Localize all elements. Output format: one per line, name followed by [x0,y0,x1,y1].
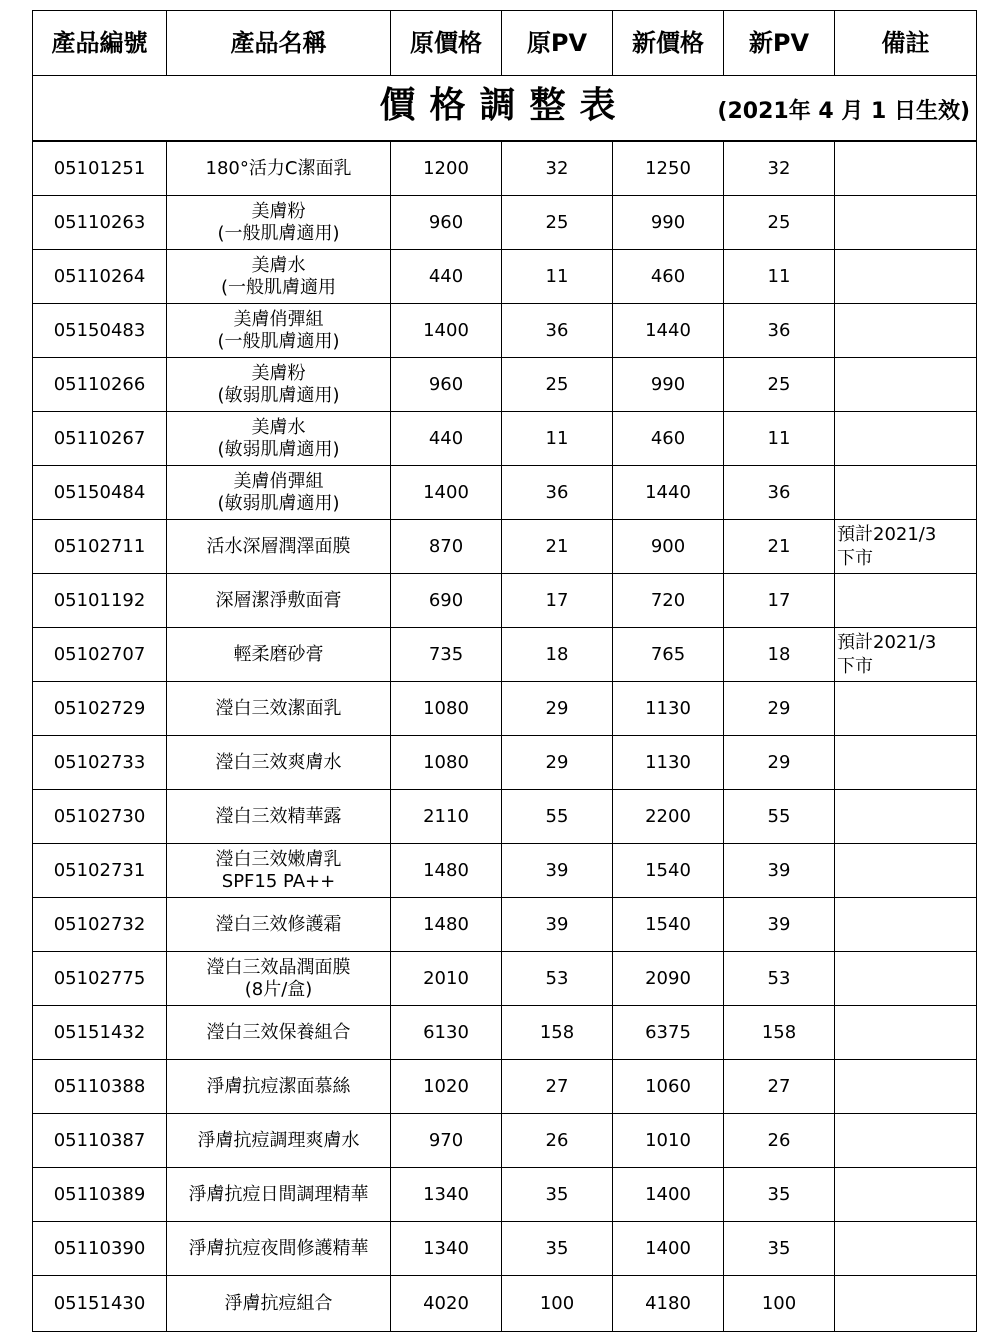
product-name-line: SPF15 PA++ [221,870,336,892]
product-code: 05110266 [33,358,167,412]
table-row [33,1060,977,1114]
product-name-line: (一般肌膚適用) [217,330,340,352]
remarks [835,250,977,304]
remarks-header: 備註 [835,11,977,76]
new-price: 765 [613,628,724,682]
product-name [167,1168,391,1222]
product-name-line: 瀅白三效潔面乳 [215,697,342,719]
product-name-line: 瀅白三效晶潤面膜 [206,956,351,978]
new-pv: 35 [724,1168,835,1222]
old-price: 440 [391,412,502,466]
remarks [835,628,977,682]
table-row [33,952,977,1006]
product-name [167,1276,391,1332]
remarks [835,412,977,466]
old-pv: 53 [502,952,613,1006]
new-pv: 27 [724,1060,835,1114]
product-name-line: 美膚水 [251,416,306,438]
product-name [167,628,391,682]
product-code: 05110387 [33,1114,167,1168]
new-pv: 11 [724,250,835,304]
product-name [167,952,391,1006]
new-pv: 39 [724,844,835,898]
remarks-line: 預計2021/3 [837,631,937,653]
new-price: 460 [613,412,724,466]
product-name [167,844,391,898]
product-code: 05102731 [33,844,167,898]
product-code: 05102733 [33,736,167,790]
table-row [33,250,977,304]
product-name [167,1222,391,1276]
product-code: 05110267 [33,412,167,466]
remarks [835,1060,977,1114]
product-name-line: 美膚粉 [251,362,306,384]
product-name-line: 活水深層潤澤面膜 [206,535,351,557]
product-code: 05102711 [33,520,167,574]
product-name-line: 瀅白三效修護霜 [215,913,342,935]
product-name-line: 瀅白三效精華露 [215,805,342,827]
product-code: 05110390 [33,1222,167,1276]
new-pv: 36 [724,304,835,358]
old-price: 1020 [391,1060,502,1114]
new-pv: 25 [724,196,835,250]
table-row [33,196,977,250]
product-name [167,790,391,844]
product-code-header: 產品編號 [33,11,167,76]
old-price: 440 [391,250,502,304]
remarks [835,1168,977,1222]
old-price: 690 [391,574,502,628]
product-code: 05151432 [33,1006,167,1060]
product-code: 05151430 [33,1276,167,1332]
old-price: 6130 [391,1006,502,1060]
old-pv: 39 [502,898,613,952]
product-name-line: (敏弱肌膚適用) [217,438,340,460]
effective-date: (2021年 4 月 1 日生效) [717,99,970,124]
new-price: 1130 [613,736,724,790]
new-price: 1250 [613,141,724,196]
new-pv: 158 [724,1006,835,1060]
new-pv: 36 [724,466,835,520]
table-row [33,466,977,520]
old-pv: 35 [502,1222,613,1276]
new-price: 460 [613,250,724,304]
new-pv: 32 [724,141,835,196]
old-price: 1400 [391,304,502,358]
new-pv: 39 [724,898,835,952]
product-name-line: 瀅白三效嫩膚乳 [215,848,342,870]
new-pv: 35 [724,1222,835,1276]
new-price: 1400 [613,1222,724,1276]
product-name-line: 深層潔淨敷面膏 [215,589,342,611]
new-pv: 18 [724,628,835,682]
product-code: 05102707 [33,628,167,682]
old-price: 1480 [391,898,502,952]
table-title: 價格調整表 [379,85,630,126]
remarks [835,1276,977,1332]
table-row [33,682,977,736]
header-row [33,11,977,76]
remarks-line: 下市 [837,547,873,569]
product-name [167,574,391,628]
price-table [32,10,977,1332]
product-name-line: (一般肌膚適用 [220,276,337,298]
remarks [835,1114,977,1168]
remarks [835,574,977,628]
new-price: 990 [613,196,724,250]
old-price: 870 [391,520,502,574]
product-code: 05102729 [33,682,167,736]
product-code: 05110263 [33,196,167,250]
product-name [167,466,391,520]
new-pv: 26 [724,1114,835,1168]
old-pv: 21 [502,520,613,574]
product-code: 05110389 [33,1168,167,1222]
remarks [835,952,977,1006]
product-name-line: (一般肌膚適用) [217,222,340,244]
new-pv: 29 [724,682,835,736]
table-row [33,1114,977,1168]
old-pv: 36 [502,466,613,520]
old-pv: 32 [502,141,613,196]
product-name [167,1060,391,1114]
product-name-header: 產品名稱 [167,11,391,76]
table-row [33,141,977,196]
product-name [167,250,391,304]
old-pv: 11 [502,250,613,304]
product-code: 05110264 [33,250,167,304]
old-pv: 25 [502,358,613,412]
new-price: 1440 [613,304,724,358]
remarks [835,844,977,898]
product-name [167,682,391,736]
product-name-line: 淨膚抗痘組合 [224,1292,333,1314]
old-price-header: 原價格 [391,11,502,76]
product-code: 05150484 [33,466,167,520]
new-price: 1400 [613,1168,724,1222]
new-price: 6375 [613,1006,724,1060]
old-price: 1080 [391,736,502,790]
new-price: 1010 [613,1114,724,1168]
remarks [835,196,977,250]
new-pv: 11 [724,412,835,466]
old-price: 1080 [391,682,502,736]
old-pv: 100 [502,1276,613,1332]
new-price: 4180 [613,1276,724,1332]
remarks [835,898,977,952]
product-name [167,898,391,952]
table-row [33,574,977,628]
product-code: 05102730 [33,790,167,844]
product-name-line: 淨膚抗痘潔面慕絲 [206,1075,351,1097]
old-price: 735 [391,628,502,682]
remarks [835,520,977,574]
product-code: 05150483 [33,304,167,358]
new-price: 720 [613,574,724,628]
price-adjustment-sheet [32,10,976,1332]
old-pv: 39 [502,844,613,898]
new-pv: 29 [724,736,835,790]
old-price: 960 [391,196,502,250]
new-pv: 55 [724,790,835,844]
product-name-line: 美膚粉 [251,200,306,222]
product-name-line: 瀅白三效保養組合 [206,1021,351,1043]
remarks [835,790,977,844]
old-price: 1400 [391,466,502,520]
product-name-line: 淨膚抗痘調理爽膚水 [197,1129,360,1151]
old-price: 1480 [391,844,502,898]
remarks [835,358,977,412]
table-row [33,628,977,682]
old-pv: 11 [502,412,613,466]
old-price: 4020 [391,1276,502,1332]
table-row [33,898,977,952]
product-name-line: 美膚俏彈組 [233,308,324,330]
new-pv: 25 [724,358,835,412]
new-price: 990 [613,358,724,412]
remarks [835,1222,977,1276]
new-pv-header: 新PV [724,11,835,76]
product-name [167,1006,391,1060]
table-row [33,304,977,358]
table-row [33,736,977,790]
new-price: 2200 [613,790,724,844]
table-row [33,1168,977,1222]
table-row [33,790,977,844]
title-cell [33,76,977,142]
product-name-line: 淨膚抗痘日間調理精華 [188,1183,369,1205]
remarks [835,141,977,196]
remarks [835,304,977,358]
new-price: 1540 [613,844,724,898]
product-name [167,141,391,196]
old-price: 2010 [391,952,502,1006]
new-pv: 53 [724,952,835,1006]
new-pv: 100 [724,1276,835,1332]
product-code: 05102775 [33,952,167,1006]
old-pv: 27 [502,1060,613,1114]
product-name [167,520,391,574]
table-row [33,844,977,898]
old-pv-header: 原PV [502,11,613,76]
product-code: 05101192 [33,574,167,628]
old-pv: 17 [502,574,613,628]
old-price: 1340 [391,1168,502,1222]
old-price: 960 [391,358,502,412]
new-price: 1540 [613,898,724,952]
old-pv: 18 [502,628,613,682]
product-name-line: (敏弱肌膚適用) [217,384,340,406]
remarks [835,736,977,790]
product-name [167,196,391,250]
old-pv: 55 [502,790,613,844]
product-code: 05110388 [33,1060,167,1114]
new-pv: 21 [724,520,835,574]
old-price: 1200 [391,141,502,196]
table-row [33,1222,977,1276]
table-row [33,520,977,574]
product-name-line: 淨膚抗痘夜間修護精華 [188,1237,369,1259]
product-name [167,412,391,466]
old-pv: 25 [502,196,613,250]
product-name [167,736,391,790]
new-price: 1130 [613,682,724,736]
product-name-line: (敏弱肌膚適用) [217,492,340,514]
remarks-line: 下市 [837,655,873,677]
product-name-line: 180°活力C潔面乳 [205,157,352,179]
remarks-line: 預計2021/3 [837,523,937,545]
old-price: 1340 [391,1222,502,1276]
product-name-line: 瀅白三效爽膚水 [215,751,342,773]
old-pv: 29 [502,736,613,790]
product-code: 05101251 [33,141,167,196]
new-price: 1440 [613,466,724,520]
new-price: 900 [613,520,724,574]
old-pv: 29 [502,682,613,736]
table-row [33,358,977,412]
product-name-line: 美膚俏彈組 [233,470,324,492]
product-name [167,358,391,412]
table-row [33,412,977,466]
product-code: 05102732 [33,898,167,952]
new-price: 2090 [613,952,724,1006]
new-price: 1060 [613,1060,724,1114]
product-name [167,1114,391,1168]
product-name-line: 輕柔磨砂膏 [233,643,324,665]
product-name-line: (8片/盒) [244,978,313,1000]
product-name [167,304,391,358]
table-body [33,141,977,1332]
product-name-line: 美膚水 [251,254,306,276]
old-price: 970 [391,1114,502,1168]
remarks [835,1006,977,1060]
new-pv: 17 [724,574,835,628]
remarks [835,682,977,736]
old-pv: 26 [502,1114,613,1168]
table-row [33,1006,977,1060]
old-pv: 35 [502,1168,613,1222]
new-price-header: 新價格 [613,11,724,76]
old-pv: 36 [502,304,613,358]
table-row [33,1276,977,1332]
old-pv: 158 [502,1006,613,1060]
old-price: 2110 [391,790,502,844]
remarks [835,466,977,520]
